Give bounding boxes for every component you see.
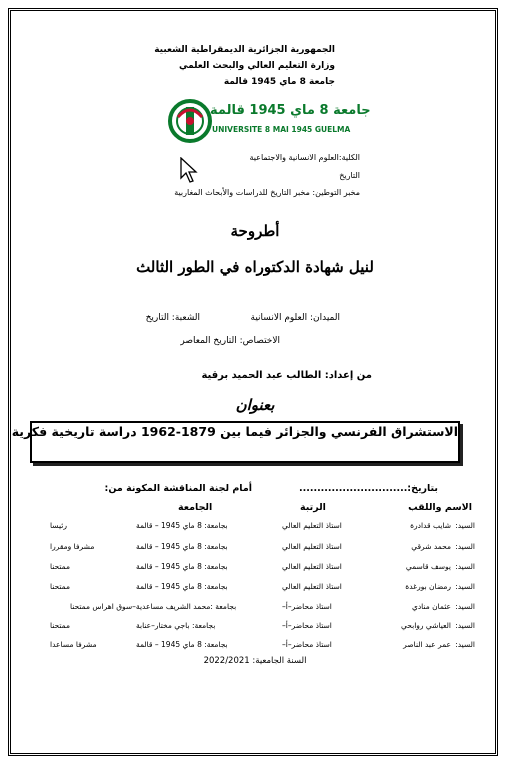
member-role: مشرفا مساعدا <box>50 640 97 649</box>
ministry-line: وزارة التعليم العالي والبحث العلمي <box>178 61 335 71</box>
degree-title: لنيل شهادة الدكتوراه في الطور الثالث <box>136 258 374 276</box>
member-title: السيد: <box>455 562 475 571</box>
table-row <box>50 562 475 576</box>
member-rank: استاذ التعليم العالي <box>282 582 342 591</box>
member-role: مشرفا ومقررا <box>50 542 95 551</box>
member-name: العياشي روابحي <box>401 621 451 630</box>
logo-name-arabic: جامعة 8 ماي 1945 قالمة <box>210 103 371 118</box>
member-institution: بجامعة: 8 ماي 1945 – قالمة <box>136 562 228 571</box>
member-rank: استاذ محاضر–أ– <box>282 640 332 649</box>
table-row <box>50 621 475 635</box>
logo-emblem-icon <box>168 97 212 145</box>
member-institution: بجامعة: باجي مختار–عنابة <box>136 621 216 630</box>
thesis-title: الاستشراق الفرنسي والجزائر فيما بين 1879-1962 دراسة تاريخية فكرية <box>11 424 458 439</box>
member-title: السيد: <box>455 640 475 649</box>
member-institution: بجامعة :محمد الشريف مساعدية–سوق اهراس ممتحنا <box>70 602 237 611</box>
column-header-university: الجامعة <box>178 502 213 513</box>
member-rank: استاذ التعليم العالي <box>282 542 342 551</box>
member-name: يوسف قاسمي <box>405 562 451 571</box>
column-header-name: الاسم واللقب <box>408 502 472 513</box>
faculty-line: الكلية:العلوم الانسانية والاجتماعية <box>249 153 360 162</box>
branch-line: الشعبة: التاريخ <box>145 313 200 323</box>
member-rank: استاذ التعليم العالي <box>282 521 342 530</box>
column-header-rank: الرتبة <box>300 502 326 513</box>
member-rank: استاذ محاضر–أ– <box>282 602 332 611</box>
republic-line: الجمهورية الجزائرية الديمقراطية الشعبية <box>154 45 335 55</box>
defense-date-line: بتاريخ:.............................. <box>299 483 438 494</box>
member-role: ممتحنا <box>50 582 71 591</box>
member-title: السيد: <box>455 582 475 591</box>
member-role: ممتحنا <box>50 621 71 630</box>
member-institution: بجامعة: 8 ماي 1945 – قالمة <box>136 582 228 591</box>
member-role: ممتحنا <box>50 562 71 571</box>
member-name: رمضان بورغدة <box>405 582 451 591</box>
mouse-cursor-icon <box>180 157 198 183</box>
table-row <box>50 542 475 556</box>
university-line: جامعة 8 ماي 1945 قالمة <box>223 77 335 87</box>
member-title: السيد: <box>455 602 475 611</box>
member-name: شايب قدادرة <box>410 521 451 530</box>
member-rank: استاذ التعليم العالي <box>282 562 342 571</box>
table-row <box>50 521 475 535</box>
member-institution: بجامعة: 8 ماي 1945 – قالمة <box>136 640 228 649</box>
committee-intro: أمام لجنة المناقشة المكونة من: <box>104 483 252 494</box>
specialty-line: الاختصاص: التاريخ المعاصر <box>180 336 280 346</box>
table-row <box>50 602 475 616</box>
member-institution: بجامعة: 8 ماي 1945 – قالمة <box>136 521 228 530</box>
field-line: الميدان: العلوم الانسانية <box>250 313 340 323</box>
member-name: محمد شرقي <box>411 542 451 551</box>
academic-year: السنة الجامعية: 2022/2021 <box>203 656 307 666</box>
member-title: السيد: <box>455 521 475 530</box>
member-name: عثمان منادي <box>411 602 451 611</box>
table-row <box>50 640 475 654</box>
lab-line: مخبر التوطين: مخبر التاريخ للدراسات والأبحاث المغاربية <box>174 188 360 197</box>
logo-name-french: UNIVERSITE 8 MAI 1945 GUELMA <box>212 125 351 134</box>
thesis-label: أطروحة <box>230 222 280 240</box>
department-line: التاريخ <box>339 171 360 180</box>
under-title-label: بعنوان <box>235 396 275 414</box>
author-line: من إعداد: الطالب عبد الحميد برقية <box>201 370 372 381</box>
member-title: السيد: <box>455 621 475 630</box>
member-role: رئيسا <box>50 521 67 530</box>
member-name: عمر عبد الناصر <box>403 640 451 649</box>
table-row <box>50 582 475 596</box>
member-title: السيد: <box>455 542 475 551</box>
member-rank: استاذ محاضر–أ– <box>282 621 332 630</box>
member-institution: بجامعة: 8 ماي 1945 – قالمة <box>136 542 228 551</box>
